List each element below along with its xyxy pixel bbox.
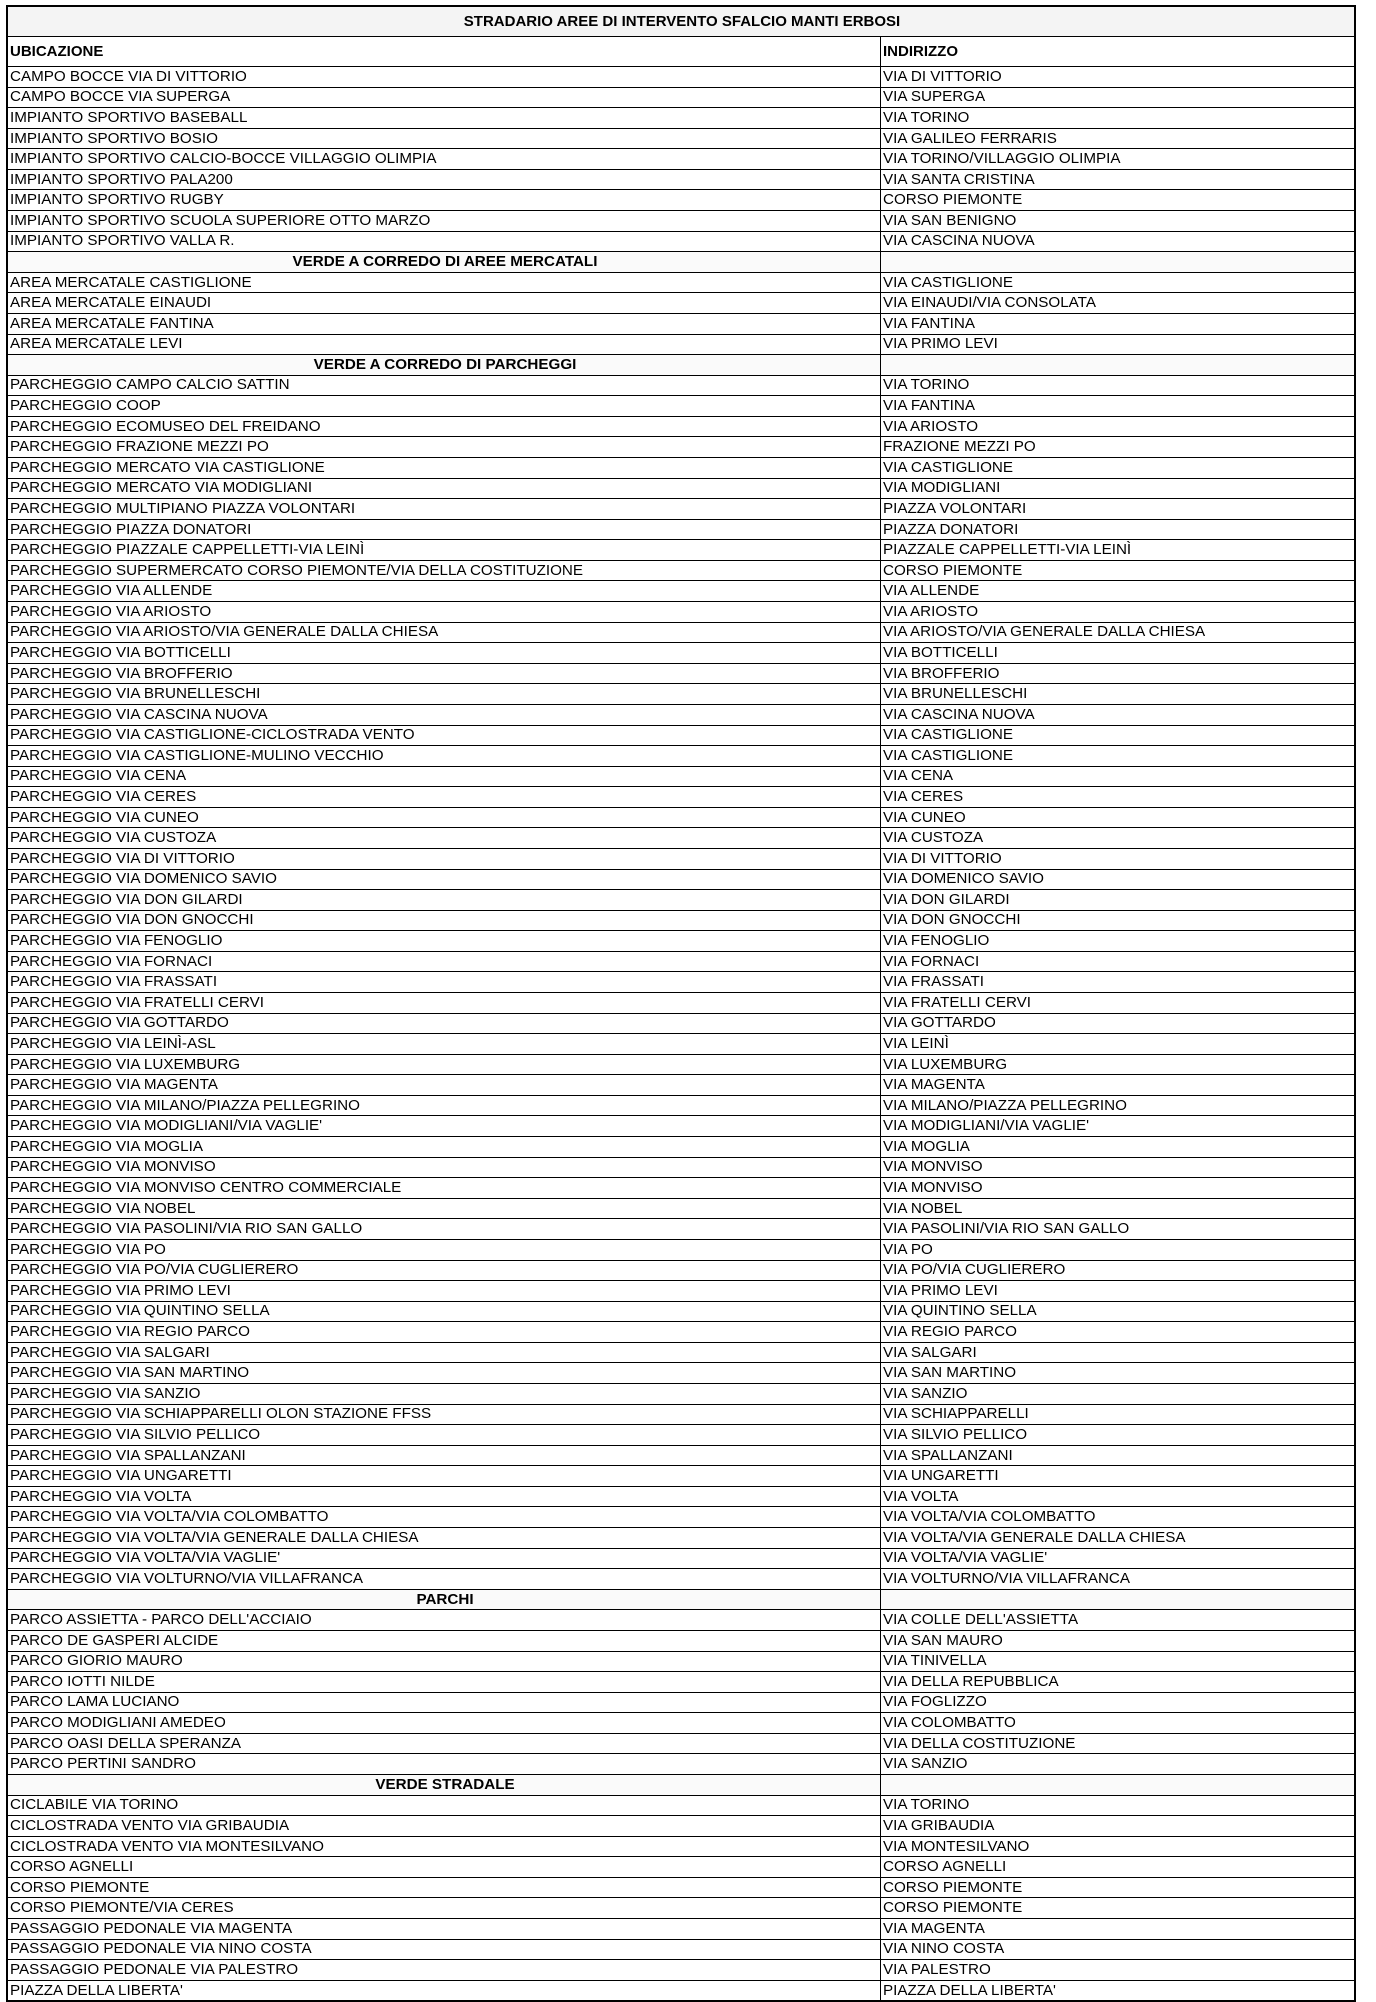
indirizzo-cell: VIA FANTINA [881,313,1355,334]
table-row [8,293,1355,314]
indirizzo-cell: PIAZZALE CAPPELLETTI-VIA LEINÌ [881,540,1355,561]
ubicazione-cell: CICLOSTRADA VENTO VIA MONTESILVANO [8,1836,881,1857]
ubicazione-cell: PARCHEGGIO VIA DI VITTORIO [8,848,881,869]
ubicazione-cell: PARCHEGGIO COOP [8,396,881,417]
ubicazione-cell: PASSAGGIO PEDONALE VIA NINO COSTA [8,1939,881,1960]
column-header-row [8,37,1355,67]
indirizzo-cell: FRAZIONE MEZZI PO [881,437,1355,458]
indirizzo-cell: VIA DOMENICO SAVIO [881,869,1355,890]
ubicazione-cell: PARCHEGGIO VIA CENA [8,766,881,787]
table-row [8,519,1355,540]
table-row [8,190,1355,211]
ubicazione-cell: PARCHEGGIO VIA VOLTA [8,1486,881,1507]
indirizzo-cell: VIA MAGENTA [881,1919,1355,1940]
ubicazione-cell: AREA MERCATALE EINAUDI [8,293,881,314]
table-row [8,1795,1355,1816]
indirizzo-cell: VIA CASCINA NUOVA [881,231,1355,252]
ubicazione-cell: CORSO PIEMONTE/VIA CERES [8,1898,881,1919]
ubicazione-cell: PARCHEGGIO VIA UNGARETTI [8,1466,881,1487]
table-row [8,1836,1355,1857]
ubicazione-cell: PARCHEGGIO VIA MOGLIA [8,1137,881,1158]
table-row [8,1322,1355,1343]
indirizzo-cell: VIA SANZIO [881,1754,1355,1775]
ubicazione-cell: PARCHEGGIO VIA FORNACI [8,951,881,972]
ubicazione-cell: AREA MERCATALE FANTINA [8,313,881,334]
table-row [8,1528,1355,1549]
table-row [8,1692,1355,1713]
section-header-row [8,1774,1355,1795]
table-row [8,643,1355,664]
indirizzo-cell: VIA DI VITTORIO [881,67,1355,88]
table-row [8,1733,1355,1754]
table-row [8,313,1355,334]
indirizzo-cell: VIA GOTTARDO [881,1013,1355,1034]
indirizzo-cell: VIA SPALLANZANI [881,1445,1355,1466]
ubicazione-cell: PARCHEGGIO VIA DON GILARDI [8,890,881,911]
ubicazione-cell: PARCHEGGIO CAMPO CALCIO SATTIN [8,375,881,396]
ubicazione-cell: PARCO PERTINI SANDRO [8,1754,881,1775]
indirizzo-cell: VIA CASTIGLIONE [881,457,1355,478]
ubicazione-cell: PARCHEGGIO VIA SPALLANZANI [8,1445,881,1466]
table-row [8,951,1355,972]
table-row [8,1898,1355,1919]
table-row [8,1672,1355,1693]
table-row [8,1877,1355,1898]
section-empty-cell [881,252,1355,273]
indirizzo-cell: VIA TORINO [881,1795,1355,1816]
indirizzo-cell: VIA DON GNOCCHI [881,910,1355,931]
indirizzo-cell: VIA FRATELLI CERVI [881,993,1355,1014]
ubicazione-cell: PARCHEGGIO ECOMUSEO DEL FREIDANO [8,416,881,437]
table-row [8,787,1355,808]
ubicazione-cell: PARCHEGGIO VIA BROFFERIO [8,663,881,684]
table-row [8,375,1355,396]
table-row [8,437,1355,458]
ubicazione-cell: PARCHEGGIO MULTIPIANO PIAZZA VOLONTARI [8,499,881,520]
ubicazione-cell: PARCHEGGIO VIA FENOGLIO [8,931,881,952]
table-row [8,1363,1355,1384]
indirizzo-cell: VIA SANTA CRISTINA [881,169,1355,190]
table-row [8,931,1355,952]
ubicazione-cell: PARCHEGGIO VIA QUINTINO SELLA [8,1301,881,1322]
ubicazione-cell: IMPIANTO SPORTIVO SCUOLA SUPERIORE OTTO MARZO [8,211,881,232]
indirizzo-cell: VIA PRIMO LEVI [881,334,1355,355]
table-row [8,149,1355,170]
ubicazione-cell: PASSAGGIO PEDONALE VIA PALESTRO [8,1960,881,1981]
section-title: VERDE A CORREDO DI PARCHEGGI [8,355,881,376]
indirizzo-cell: PIAZZA DONATORI [881,519,1355,540]
indirizzo-cell: VIA DELLA REPUBBLICA [881,1672,1355,1693]
ubicazione-cell: PARCHEGGIO VIA ARIOSTO/VIA GENERALE DALLA CHIESA [8,622,881,643]
indirizzo-cell: VIA MODIGLIANI [881,478,1355,499]
table-row [8,1013,1355,1034]
section-header-row [8,252,1355,273]
indirizzo-cell: VIA MOGLIA [881,1137,1355,1158]
indirizzo-cell: VIA ARIOSTO [881,602,1355,623]
ubicazione-cell: PARCHEGGIO VIA MILANO/PIAZZA PELLEGRINO [8,1095,881,1116]
table-row [8,602,1355,623]
table-row [8,396,1355,417]
table-row [8,766,1355,787]
ubicazione-cell: PARCHEGGIO VIA BRUNELLESCHI [8,684,881,705]
section-empty-cell [881,355,1355,376]
indirizzo-cell: VIA BOTTICELLI [881,643,1355,664]
indirizzo-cell: VIA MONTESILVANO [881,1836,1355,1857]
table-row [8,1980,1355,2001]
indirizzo-cell: VIA MAGENTA [881,1075,1355,1096]
table-row [8,1198,1355,1219]
indirizzo-cell: VIA FENOGLIO [881,931,1355,952]
ubicazione-cell: IMPIANTO SPORTIVO VALLA R. [8,231,881,252]
indirizzo-cell: VIA GRIBAUDIA [881,1816,1355,1837]
ubicazione-cell: CICLOSTRADA VENTO VIA GRIBAUDIA [8,1816,881,1837]
indirizzo-cell: VIA TINIVELLA [881,1651,1355,1672]
indirizzo-cell: VIA CASTIGLIONE [881,746,1355,767]
table-row [8,1919,1355,1940]
indirizzo-cell: VIA ALLENDE [881,581,1355,602]
indirizzo-cell: VIA COLLE DELL'ASSIETTA [881,1610,1355,1631]
indirizzo-cell: VIA PO/VIA CUGLIERERO [881,1260,1355,1281]
table-row [8,1342,1355,1363]
ubicazione-cell: PARCHEGGIO VIA CASCINA NUOVA [8,704,881,725]
section-title: VERDE A CORREDO DI AREE MERCATALI [8,252,881,273]
table-row [8,1425,1355,1446]
table-row [8,993,1355,1014]
ubicazione-cell: PIAZZA DELLA LIBERTA' [8,1980,881,2001]
ubicazione-cell: PARCHEGGIO VIA ALLENDE [8,581,881,602]
ubicazione-cell: PARCO GIORIO MAURO [8,1651,881,1672]
indirizzo-cell: VIA SALGARI [881,1342,1355,1363]
table-row [8,1857,1355,1878]
table-row [8,231,1355,252]
ubicazione-cell: PARCO LAMA LUCIANO [8,1692,881,1713]
table-row [8,1301,1355,1322]
indirizzo-cell: VIA LUXEMBURG [881,1054,1355,1075]
table-row [8,1116,1355,1137]
table-row [8,1507,1355,1528]
indirizzo-cell: VIA PALESTRO [881,1960,1355,1981]
indirizzo-cell: VIA SAN BENIGNO [881,211,1355,232]
ubicazione-cell: PARCHEGGIO VIA SILVIO PELLICO [8,1425,881,1446]
table-row [8,972,1355,993]
indirizzo-cell: VIA DELLA COSTITUZIONE [881,1733,1355,1754]
ubicazione-cell: PARCHEGGIO VIA BOTTICELLI [8,643,881,664]
ubicazione-cell: PARCHEGGIO VIA CUNEO [8,807,881,828]
ubicazione-cell: CORSO AGNELLI [8,1857,881,1878]
table-row [8,684,1355,705]
indirizzo-cell: VIA VOLTA [881,1486,1355,1507]
table-row [8,725,1355,746]
indirizzo-cell: VIA VOLTA/VIA COLOMBATTO [881,1507,1355,1528]
indirizzo-cell: VIA FORNACI [881,951,1355,972]
table-row [8,1404,1355,1425]
indirizzo-cell: VIA DI VITTORIO [881,848,1355,869]
indirizzo-cell: VIA TORINO [881,108,1355,129]
ubicazione-cell: PARCHEGGIO MERCATO VIA CASTIGLIONE [8,457,881,478]
indirizzo-cell: VIA CASTIGLIONE [881,272,1355,293]
indirizzo-cell: VIA EINAUDI/VIA CONSOLATA [881,293,1355,314]
table-row [8,1569,1355,1590]
indirizzo-cell: VIA CASCINA NUOVA [881,704,1355,725]
table-row [8,1178,1355,1199]
section-title: VERDE STRADALE [8,1774,881,1795]
indirizzo-cell: VIA UNGARETTI [881,1466,1355,1487]
indirizzo-cell: VIA SCHIAPPARELLI [881,1404,1355,1425]
ubicazione-cell: PARCHEGGIO VIA CASTIGLIONE-CICLOSTRADA VENTO [8,725,881,746]
indirizzo-cell: VIA GALILEO FERRARIS [881,128,1355,149]
indirizzo-cell: VIA SAN MARTINO [881,1363,1355,1384]
table-row [8,1260,1355,1281]
ubicazione-cell: AREA MERCATALE CASTIGLIONE [8,272,881,293]
table-row [8,1754,1355,1775]
indirizzo-cell: VIA PASOLINI/VIA RIO SAN GALLO [881,1219,1355,1240]
indirizzo-cell: VIA MILANO/PIAZZA PELLEGRINO [881,1095,1355,1116]
table-row [8,848,1355,869]
ubicazione-cell: IMPIANTO SPORTIVO PALA200 [8,169,881,190]
table-row [8,869,1355,890]
stradario-table [7,6,1355,2001]
indirizzo-cell: VIA FRASSATI [881,972,1355,993]
indirizzo-cell: VIA VOLTURNO/VIA VILLAFRANCA [881,1569,1355,1590]
ubicazione-cell: PARCHEGGIO VIA CERES [8,787,881,808]
indirizzo-cell: VIA ARIOSTO [881,416,1355,437]
table-row [8,272,1355,293]
table-row [8,1157,1355,1178]
table-row [8,478,1355,499]
ubicazione-cell: PARCHEGGIO VIA SCHIAPPARELLI OLON STAZIONE FFSS [8,1404,881,1425]
table-row [8,746,1355,767]
table-row [8,622,1355,643]
table-row [8,581,1355,602]
table-row [8,663,1355,684]
indirizzo-cell: CORSO PIEMONTE [881,1877,1355,1898]
table-row [8,1630,1355,1651]
document-title: STRADARIO AREE DI INTERVENTO SFALCIO MANTI ERBOSI [8,7,1355,37]
table-row [8,169,1355,190]
table-row [8,540,1355,561]
ubicazione-cell: PARCHEGGIO VIA VOLTA/VIA GENERALE DALLA CHIESA [8,1528,881,1549]
indirizzo-cell: VIA SILVIO PELLICO [881,1425,1355,1446]
indirizzo-cell: VIA CASTIGLIONE [881,725,1355,746]
table-row [8,890,1355,911]
ubicazione-cell: PARCHEGGIO VIA SANZIO [8,1384,881,1405]
table-row [8,1486,1355,1507]
ubicazione-cell: PARCHEGGIO PIAZZA DONATORI [8,519,881,540]
indirizzo-cell: VIA QUINTINO SELLA [881,1301,1355,1322]
table-row [8,560,1355,581]
table-row [8,1239,1355,1260]
indirizzo-cell: VIA CENA [881,766,1355,787]
table-row [8,1137,1355,1158]
indirizzo-cell: VIA SANZIO [881,1384,1355,1405]
ubicazione-cell: IMPIANTO SPORTIVO CALCIO-BOCCE VILLAGGIO OLIMPIA [8,149,881,170]
ubicazione-cell: PARCO OASI DELLA SPERANZA [8,1733,881,1754]
table-row [8,1384,1355,1405]
indirizzo-cell: VIA MODIGLIANI/VIA VAGLIE' [881,1116,1355,1137]
column-header-ubicazione: UBICAZIONE [8,37,881,67]
indirizzo-cell: VIA MONVISO [881,1157,1355,1178]
table-row [8,1445,1355,1466]
indirizzo-cell: VIA PO [881,1239,1355,1260]
indirizzo-cell: CORSO PIEMONTE [881,1898,1355,1919]
ubicazione-cell: PARCHEGGIO VIA ARIOSTO [8,602,881,623]
ubicazione-cell: PARCHEGGIO VIA VOLTURNO/VIA VILLAFRANCA [8,1569,881,1590]
ubicazione-cell: PARCHEGGIO VIA PO/VIA CUGLIERERO [8,1260,881,1281]
indirizzo-cell: PIAZZA DELLA LIBERTA' [881,1980,1355,2001]
ubicazione-cell: PARCHEGGIO VIA SAN MARTINO [8,1363,881,1384]
document-sheet [6,5,1356,2002]
indirizzo-cell: CORSO PIEMONTE [881,190,1355,211]
table-row [8,1816,1355,1837]
ubicazione-cell: AREA MERCATALE LEVI [8,334,881,355]
table-row [8,1651,1355,1672]
table-row [8,416,1355,437]
indirizzo-cell: VIA FOGLIZZO [881,1692,1355,1713]
ubicazione-cell: PARCHEGGIO VIA VOLTA/VIA VAGLIE' [8,1548,881,1569]
indirizzo-cell: VIA NINO COSTA [881,1939,1355,1960]
table-row [8,1034,1355,1055]
ubicazione-cell: IMPIANTO SPORTIVO BOSIO [8,128,881,149]
table-row [8,499,1355,520]
ubicazione-cell: PARCO DE GASPERI ALCIDE [8,1630,881,1651]
indirizzo-cell: VIA DON GILARDI [881,890,1355,911]
ubicazione-cell: PARCHEGGIO VIA CUSTOZA [8,828,881,849]
indirizzo-cell: VIA NOBEL [881,1198,1355,1219]
table-row [8,334,1355,355]
section-empty-cell [881,1774,1355,1795]
table-row [8,1075,1355,1096]
ubicazione-cell: IMPIANTO SPORTIVO BASEBALL [8,108,881,129]
table-row [8,1219,1355,1240]
ubicazione-cell: PARCHEGGIO VIA DOMENICO SAVIO [8,869,881,890]
ubicazione-cell: CAMPO BOCCE VIA DI VITTORIO [8,67,881,88]
title-row [8,7,1355,37]
ubicazione-cell: PARCHEGGIO VIA LEINÌ-ASL [8,1034,881,1055]
indirizzo-cell: VIA CUNEO [881,807,1355,828]
indirizzo-cell: VIA VOLTA/VIA VAGLIE' [881,1548,1355,1569]
ubicazione-cell: PARCHEGGIO VIA MONVISO [8,1157,881,1178]
indirizzo-cell: VIA TORINO/VILLAGGIO OLIMPIA [881,149,1355,170]
indirizzo-cell: VIA FANTINA [881,396,1355,417]
indirizzo-cell: VIA REGIO PARCO [881,1322,1355,1343]
indirizzo-cell: CORSO PIEMONTE [881,560,1355,581]
ubicazione-cell: PARCHEGGIO VIA LUXEMBURG [8,1054,881,1075]
ubicazione-cell: PASSAGGIO PEDONALE VIA MAGENTA [8,1919,881,1940]
indirizzo-cell: VIA SUPERGA [881,87,1355,108]
ubicazione-cell: PARCHEGGIO VIA CASTIGLIONE-MULINO VECCHIO [8,746,881,767]
ubicazione-cell: CORSO PIEMONTE [8,1877,881,1898]
ubicazione-cell: PARCHEGGIO VIA MAGENTA [8,1075,881,1096]
indirizzo-cell: CORSO AGNELLI [881,1857,1355,1878]
indirizzo-cell: VIA TORINO [881,375,1355,396]
indirizzo-cell: VIA BROFFERIO [881,663,1355,684]
ubicazione-cell: PARCO MODIGLIANI AMEDEO [8,1713,881,1734]
ubicazione-cell: PARCHEGGIO SUPERMERCATO CORSO PIEMONTE/VIA DELLA COSTITUZIONE [8,560,881,581]
table-row [8,1466,1355,1487]
ubicazione-cell: PARCO ASSIETTA - PARCO DELL'ACCIAIO [8,1610,881,1631]
indirizzo-cell: VIA CERES [881,787,1355,808]
ubicazione-cell: PARCHEGGIO PIAZZALE CAPPELLETTI-VIA LEINÌ [8,540,881,561]
ubicazione-cell: IMPIANTO SPORTIVO RUGBY [8,190,881,211]
table-row [8,1939,1355,1960]
section-empty-cell [881,1589,1355,1610]
ubicazione-cell: PARCHEGGIO VIA NOBEL [8,1198,881,1219]
ubicazione-cell: PARCO IOTTI NILDE [8,1672,881,1693]
section-title: PARCHI [8,1589,881,1610]
indirizzo-cell: VIA SAN MAURO [881,1630,1355,1651]
ubicazione-cell: PARCHEGGIO VIA SALGARI [8,1342,881,1363]
table-row [8,211,1355,232]
table-row [8,1610,1355,1631]
ubicazione-cell: PARCHEGGIO VIA MONVISO CENTRO COMMERCIALE [8,1178,881,1199]
ubicazione-cell: PARCHEGGIO VIA PASOLINI/VIA RIO SAN GALLO [8,1219,881,1240]
ubicazione-cell: PARCHEGGIO VIA GOTTARDO [8,1013,881,1034]
table-row [8,87,1355,108]
table-row [8,910,1355,931]
ubicazione-cell: PARCHEGGIO VIA PO [8,1239,881,1260]
indirizzo-cell: VIA CUSTOZA [881,828,1355,849]
table-row [8,1713,1355,1734]
column-header-indirizzo: INDIRIZZO [881,37,1355,67]
ubicazione-cell: PARCHEGGIO FRAZIONE MEZZI PO [8,437,881,458]
table-row [8,1960,1355,1981]
ubicazione-cell: PARCHEGGIO VIA REGIO PARCO [8,1322,881,1343]
table-row [8,67,1355,88]
indirizzo-cell: VIA LEINÌ [881,1034,1355,1055]
ubicazione-cell: PARCHEGGIO VIA DON GNOCCHI [8,910,881,931]
ubicazione-cell: PARCHEGGIO VIA MODIGLIANI/VIA VAGLIE' [8,1116,881,1137]
table-row [8,807,1355,828]
section-header-row [8,355,1355,376]
table-row [8,108,1355,129]
ubicazione-cell: PARCHEGGIO VIA FRASSATI [8,972,881,993]
indirizzo-cell: VIA BRUNELLESCHI [881,684,1355,705]
ubicazione-cell: PARCHEGGIO VIA FRATELLI CERVI [8,993,881,1014]
ubicazione-cell: PARCHEGGIO VIA VOLTA/VIA COLOMBATTO [8,1507,881,1528]
table-row [8,1548,1355,1569]
table-row [8,1054,1355,1075]
ubicazione-cell: CICLABILE VIA TORINO [8,1795,881,1816]
indirizzo-cell: VIA MONVISO [881,1178,1355,1199]
table-row [8,828,1355,849]
table-row [8,457,1355,478]
table-row [8,1281,1355,1302]
indirizzo-cell: VIA COLOMBATTO [881,1713,1355,1734]
ubicazione-cell: CAMPO BOCCE VIA SUPERGA [8,87,881,108]
indirizzo-cell: VIA VOLTA/VIA GENERALE DALLA CHIESA [881,1528,1355,1549]
table-row [8,1095,1355,1116]
table-row [8,128,1355,149]
table-row [8,704,1355,725]
section-header-row [8,1589,1355,1610]
indirizzo-cell: VIA ARIOSTO/VIA GENERALE DALLA CHIESA [881,622,1355,643]
indirizzo-cell: VIA PRIMO LEVI [881,1281,1355,1302]
indirizzo-cell: PIAZZA VOLONTARI [881,499,1355,520]
ubicazione-cell: PARCHEGGIO VIA PRIMO LEVI [8,1281,881,1302]
ubicazione-cell: PARCHEGGIO MERCATO VIA MODIGLIANI [8,478,881,499]
